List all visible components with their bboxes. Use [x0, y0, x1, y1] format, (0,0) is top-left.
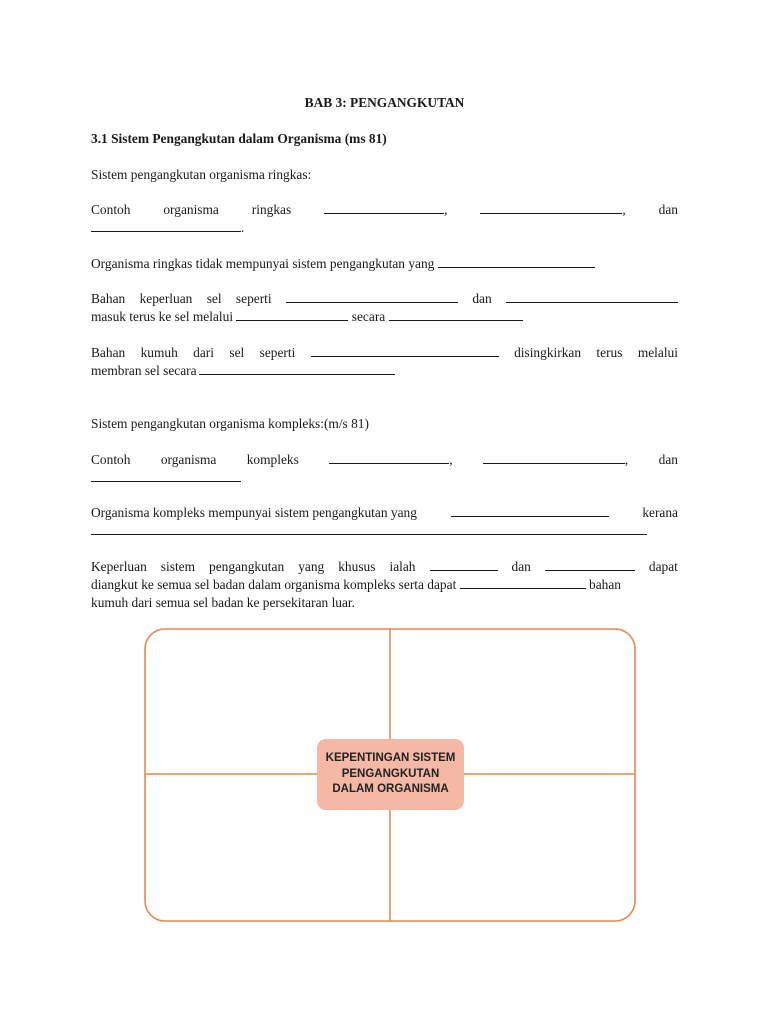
word: disingkirkan	[514, 345, 582, 360]
sentence: masuk terus ke sel melalui	[91, 309, 234, 324]
complex-need-line2	[91, 576, 678, 594]
word: sel	[229, 345, 245, 360]
word: dan	[658, 452, 678, 467]
complex-need-line1	[91, 558, 678, 576]
answer-blank[interactable]	[311, 344, 499, 357]
answer-blank[interactable]	[451, 504, 609, 517]
answer-blank[interactable]	[324, 201, 444, 214]
word: organisma	[163, 202, 219, 217]
complex-examples-line	[91, 451, 678, 469]
simple-no-system-line	[91, 255, 678, 273]
answer-blank[interactable]	[438, 255, 595, 268]
answer-blank[interactable]	[480, 201, 622, 214]
answer-blank[interactable]	[483, 451, 625, 464]
answer-blank[interactable]	[329, 451, 449, 464]
word: secara	[351, 309, 386, 324]
answer-blank[interactable]	[236, 308, 348, 321]
word: dan	[511, 559, 531, 574]
word: kompleks	[246, 452, 299, 467]
simple-waste-line1	[91, 344, 678, 362]
comma: ,	[622, 202, 626, 217]
word: sistem	[160, 559, 196, 574]
complex-need-line3: kumuh dari semua sel badan ke persekitaran luar.	[91, 595, 356, 610]
simple-examples-line2	[91, 219, 678, 237]
word: Keperluan	[91, 559, 147, 574]
word: kerana	[642, 505, 678, 520]
word: dari	[193, 345, 214, 360]
sentence: Organisma ringkas tidak mempunyai sistem pengangkutan yang	[91, 256, 435, 271]
comma: ,	[449, 452, 453, 467]
word: sel	[206, 291, 222, 306]
word: dan	[658, 202, 678, 217]
period: .	[241, 220, 245, 235]
comma: ,	[624, 452, 629, 467]
word: seperti	[259, 345, 296, 360]
answer-blank[interactable]	[506, 290, 678, 303]
answer-blank[interactable]	[460, 576, 586, 589]
word: melalui	[637, 345, 678, 360]
diagram-center-label	[317, 739, 464, 810]
page-title: BAB 3: PENGANGKUTAN	[304, 95, 465, 110]
complex-examples-line2	[91, 469, 678, 487]
answer-blank[interactable]	[389, 308, 523, 321]
complex-has-system-line2	[91, 522, 678, 540]
center-label-line: PENGANGKUTAN	[341, 767, 440, 780]
complex-intro: Sistem pengangkutan organisma kompleks:(m/s 81)	[91, 416, 369, 431]
answer-blank[interactable]	[91, 522, 647, 535]
word: yang	[298, 559, 325, 574]
simple-waste-line2	[91, 362, 678, 380]
sentence: Organisma kompleks mempunyai sistem pengangkutan yang	[91, 505, 417, 520]
word: dan	[472, 291, 492, 306]
word: Bahan	[91, 291, 126, 306]
word: khusus	[338, 559, 376, 574]
sentence: membran sel secara	[91, 363, 197, 378]
word: dapat	[648, 559, 678, 574]
word: organisma	[160, 452, 217, 467]
center-label-line: KEPENTINGAN SISTEM	[325, 752, 456, 765]
simple-examples-line	[91, 201, 678, 219]
answer-blank[interactable]	[286, 290, 458, 303]
word: kumuh	[140, 345, 178, 360]
word: seperti	[235, 291, 272, 306]
word: keperluan	[139, 291, 193, 306]
answer-blank[interactable]	[430, 558, 498, 571]
word: bahan	[589, 577, 621, 592]
complex-has-system-line1	[91, 504, 678, 522]
answer-blank[interactable]	[91, 219, 241, 232]
section-title: 3.1 Sistem Pengangkutan dalam Organisma (ms 81)	[91, 131, 387, 146]
simple-needs-line1	[91, 290, 678, 308]
word: pengangkutan	[209, 559, 285, 574]
word: Contoh	[91, 452, 131, 467]
importance-diagram	[144, 628, 636, 922]
center-label-line: DALAM ORGANISMA	[332, 783, 449, 796]
answer-blank[interactable]	[199, 362, 395, 375]
simple-needs-line2	[91, 308, 678, 326]
word: Contoh	[91, 202, 131, 217]
word: terus	[596, 345, 623, 360]
sentence: diangkut ke semua sel badan dalam organisma kompleks serta dapat	[91, 577, 457, 592]
comma: ,	[444, 202, 448, 217]
word: Bahan	[91, 345, 126, 360]
simple-intro: Sistem pengangkutan organisma ringkas:	[91, 167, 312, 182]
word: ringkas	[251, 202, 292, 217]
answer-blank[interactable]	[545, 558, 635, 571]
answer-blank[interactable]	[91, 469, 241, 482]
word: ialah	[389, 559, 416, 574]
